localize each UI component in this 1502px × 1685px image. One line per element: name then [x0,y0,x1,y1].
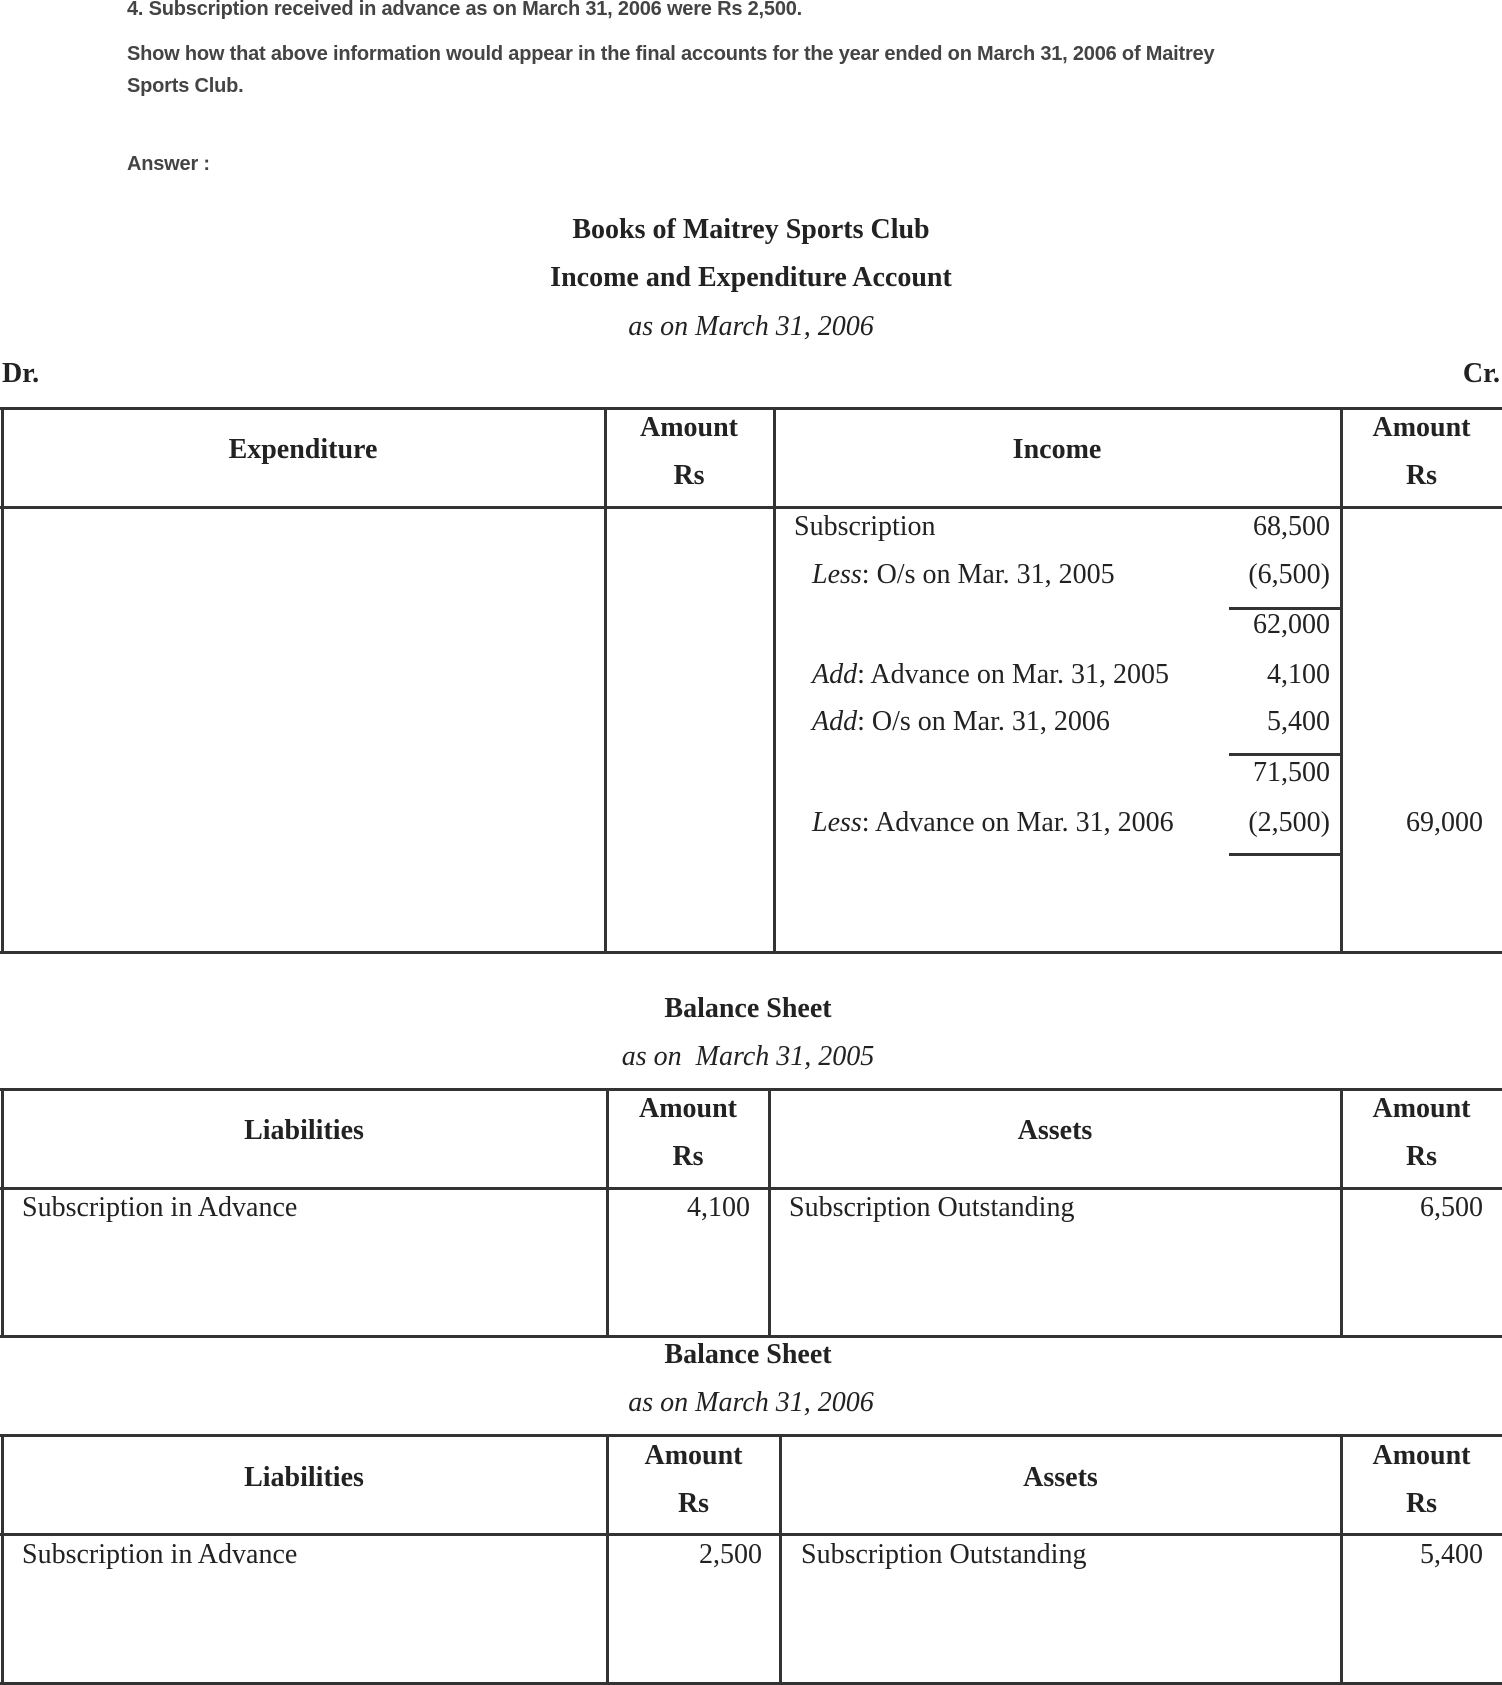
income-row-label: Subscription [794,511,936,542]
account-date: as on March 31, 2006 [628,311,874,342]
question-point-4: 4. Subscription received in advance as on March 31, 2006 were Rs 2,500. [127,0,803,20]
header-expenditure: Expenditure [228,434,378,465]
liability-item: Subscription in Advance [22,1192,298,1223]
header-rs: Rs [677,1488,710,1519]
income-subtotal: 71,500 [1253,757,1330,788]
account-title: Income and Expenditure Account [550,262,952,293]
header-amount: Amount [644,1440,743,1471]
income-subtotal: 62,000 [1253,609,1330,640]
cr-label: Cr. [1462,358,1500,389]
asset-amount: 6,500 [1420,1192,1483,1223]
header-amount: Amount [639,412,738,443]
income-row-amount: 5,400 [1267,706,1330,737]
header-amount: Amount [1372,412,1471,443]
asset-item: Subscription Outstanding [789,1192,1075,1223]
header-income: Income [1012,434,1102,465]
income-row-label: Add: O/s on Mar. 31, 2006 [812,706,1110,737]
balance-sheet-date: as on March 31, 2006 [628,1387,874,1418]
income-row-label: Add: Advance on Mar. 31, 2005 [812,659,1169,690]
liability-item: Subscription in Advance [22,1539,298,1570]
header-rs: Rs [1405,1488,1438,1519]
header-assets: Assets [1023,1462,1098,1493]
instruction-line-1: Show how that above information would appear in the final accounts for the year ended on March 31, 2006 of Maitrey [127,43,1215,65]
answer-label: Answer : [127,153,210,175]
income-total: 69,000 [1406,807,1483,838]
income-row-amount: (2,500) [1248,807,1330,838]
liability-amount: 4,100 [687,1192,750,1223]
balance-sheet-date: as on March 31, 2005 [621,1041,875,1072]
header-liabilities: Liabilities [244,1115,364,1146]
asset-item: Subscription Outstanding [801,1539,1087,1570]
income-row-label: Less: Advance on Mar. 31, 2006 [812,807,1174,838]
income-row-amount: 4,100 [1267,659,1330,690]
books-title: Books of Maitrey Sports Club [572,214,930,245]
header-liabilities: Liabilities [244,1462,364,1493]
income-row-amount: (6,500) [1248,559,1330,590]
header-rs: Rs [672,1141,704,1172]
header-rs: Rs [1405,460,1438,491]
balance-sheet-title: Balance Sheet [664,993,832,1024]
liability-amount: 2,500 [699,1539,762,1570]
header-rs: Rs [673,460,705,491]
income-row-label: Less: O/s on Mar. 31, 2005 [812,559,1115,590]
header-assets: Assets [1017,1115,1093,1146]
asset-amount: 5,400 [1420,1539,1483,1570]
income-row-amount: 68,500 [1253,511,1330,542]
header-rs: Rs [1405,1141,1438,1172]
instruction-line-2: Sports Club. [127,75,244,97]
header-amount: Amount [1372,1440,1471,1471]
header-amount: Amount [1372,1093,1471,1124]
dr-label: Dr. [2,358,40,389]
header-amount: Amount [638,1093,737,1124]
balance-sheet-title: Balance Sheet [664,1339,832,1370]
